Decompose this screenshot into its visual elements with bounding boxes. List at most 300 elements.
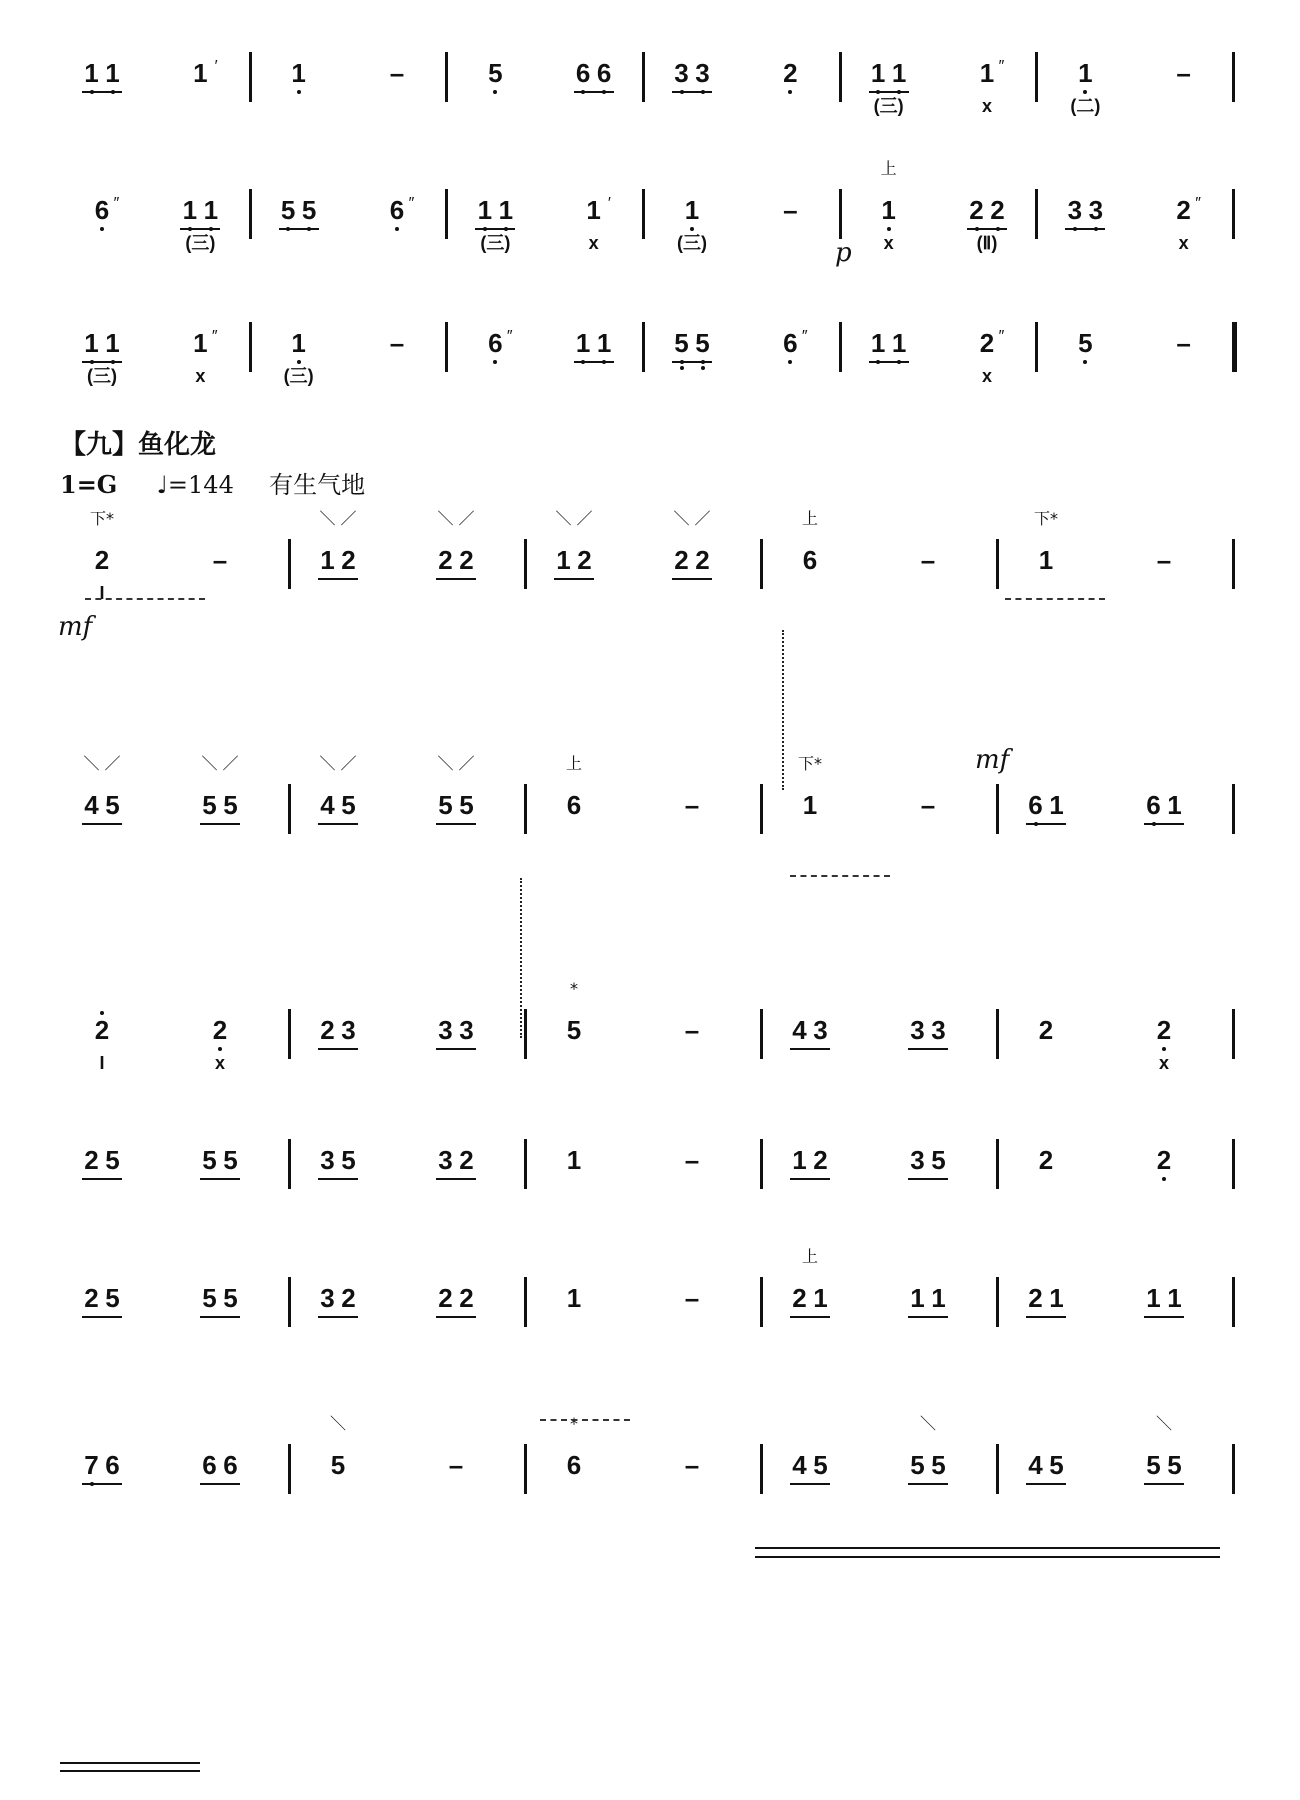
note-text (168, 58, 232, 88)
note-text (660, 1145, 724, 1175)
underline-beam (574, 361, 614, 363)
note-annotation: (三) (873, 96, 904, 116)
note-digit: 5 (341, 1145, 356, 1175)
note-text (424, 1450, 488, 1480)
note-group (1053, 58, 1117, 116)
bar-line (524, 1444, 527, 1494)
note-group (168, 195, 232, 253)
note-group (70, 509, 134, 603)
rest-dash: – (389, 58, 405, 88)
note-group (1132, 790, 1196, 820)
note-text (1132, 1145, 1196, 1175)
note-group (306, 754, 370, 820)
note-digit: 2 (459, 1283, 474, 1313)
note-group (188, 1450, 252, 1480)
rest-dash: – (920, 790, 936, 820)
underline-beam (908, 1178, 948, 1180)
note-digit: 3 (320, 1283, 335, 1313)
note-group (896, 1015, 960, 1045)
bar-line (1232, 1277, 1235, 1327)
note-group (1132, 1283, 1196, 1313)
bar-line (524, 1139, 527, 1189)
underline-beam (967, 228, 1007, 230)
note-text (542, 1015, 606, 1045)
note-digit: 2 (987, 195, 1008, 225)
note-text (660, 328, 724, 358)
note-digit: 1 (288, 328, 309, 358)
note-text (778, 1015, 842, 1045)
note-group (188, 1145, 252, 1175)
above-mark: 上 (801, 1247, 818, 1266)
note-digit: 6 (105, 1450, 120, 1480)
note-group (1014, 509, 1078, 575)
note-group (1152, 328, 1216, 358)
bar-line (760, 1444, 763, 1494)
note-group (1132, 1015, 1196, 1073)
bar-line (445, 322, 448, 372)
note-annotation: (三) (480, 233, 511, 253)
note-annotation: I (99, 1053, 105, 1073)
note-text (1152, 195, 1216, 225)
note-text (660, 195, 724, 225)
note-digit: 5 (813, 1450, 828, 1480)
bar-line (524, 539, 527, 589)
underline-beam (1026, 1316, 1066, 1318)
note-digit: 1 (1075, 58, 1096, 88)
bar-line (249, 52, 252, 102)
note-group (1014, 790, 1078, 820)
note-group (896, 1414, 960, 1480)
bar-line (996, 1139, 999, 1189)
note-digit: 2 (1154, 1145, 1175, 1175)
rest-dash: – (1176, 58, 1191, 88)
note-digit: 3 (438, 1145, 453, 1175)
note-digit: 2 (966, 195, 987, 225)
note-text (365, 58, 429, 88)
note-text (70, 58, 134, 88)
note-text (70, 195, 134, 225)
note-text (267, 58, 331, 88)
note-text (70, 545, 134, 575)
bar-line (996, 539, 999, 589)
above-mark: ＼ (1155, 1414, 1172, 1433)
note-digit: 5 (341, 790, 356, 820)
extension-line (1005, 598, 1105, 600)
note-digit: 1 ′ (583, 195, 604, 225)
note-annotation: x (588, 233, 599, 253)
note-group (660, 328, 724, 358)
underline-beam (82, 91, 122, 93)
note-text (70, 1450, 134, 1480)
note-group (1132, 545, 1196, 575)
bar-line (524, 1277, 527, 1327)
octave-dot-high (100, 1011, 104, 1015)
note-group (1014, 1015, 1078, 1045)
note-text (1132, 1283, 1196, 1313)
note-group (365, 58, 429, 88)
note-text (168, 195, 232, 225)
note-digit: 2 (792, 1283, 807, 1313)
note-annotation: (三) (283, 366, 314, 386)
octave-dot-low (1162, 1177, 1166, 1181)
note-digit: 1 (682, 195, 703, 225)
arpeggio-line (782, 630, 784, 790)
bar-line (1232, 1444, 1235, 1494)
note-digit: 1 (1049, 1283, 1064, 1313)
above-mark: ＼ ／ (319, 754, 357, 773)
underline-beam (908, 1048, 948, 1050)
underline-beam (200, 823, 240, 825)
note-digit: 2 (84, 1145, 99, 1175)
note-text (463, 328, 527, 358)
octave-dot-low (218, 1047, 222, 1051)
note-digit: 1 (1146, 1283, 1161, 1313)
underline-beam (318, 578, 358, 580)
underline-beam (869, 91, 909, 93)
underline-beam (672, 578, 712, 580)
note-group (1132, 1414, 1196, 1480)
ornament-mark: ″ (112, 195, 119, 212)
note-text (542, 790, 606, 820)
note-group (188, 545, 252, 575)
note-group (424, 509, 488, 575)
note-text (1132, 545, 1196, 575)
underline-beam (790, 1483, 830, 1485)
bar-line (642, 52, 645, 102)
note-text (896, 1450, 960, 1480)
note-digit: 1 ′ (190, 58, 211, 88)
bar-line (760, 1277, 763, 1327)
note-text (1053, 58, 1117, 88)
rest-dash: – (389, 328, 405, 358)
bar-line (288, 1139, 291, 1189)
note-digit: 6 (566, 790, 582, 820)
note-text (70, 790, 134, 820)
note-digit: 5 (931, 1145, 946, 1175)
note-text (306, 1283, 370, 1313)
extension-line (540, 1419, 630, 1421)
note-digit: 5 (671, 328, 692, 358)
note-digit: 2 (459, 1145, 474, 1175)
note-group (660, 790, 724, 820)
note-group (463, 328, 527, 358)
bar-line (288, 539, 291, 589)
note-digit: 3 (692, 58, 713, 88)
note-text (1014, 1450, 1078, 1480)
above-mark: ＼ (919, 1414, 936, 1433)
note-digit: 5 (931, 1450, 946, 1480)
rest-dash: – (684, 790, 700, 820)
note-text (1132, 1015, 1196, 1045)
note-group (660, 509, 724, 575)
note-digit: 5 (1167, 1450, 1182, 1480)
note-group (168, 328, 232, 386)
ornament-mark: ″ (801, 328, 807, 345)
note-group (188, 754, 252, 820)
note-digit: 3 (910, 1145, 925, 1175)
note-text (424, 1015, 488, 1045)
note-text (1014, 545, 1078, 575)
note-group (365, 328, 429, 358)
bar-line (1232, 784, 1235, 834)
note-group (424, 1015, 488, 1045)
note-text (955, 195, 1019, 225)
bar-line (760, 1139, 763, 1189)
note-digit: 6 (573, 58, 594, 88)
ornament-mark: ″ (997, 58, 1004, 75)
note-text (660, 545, 724, 575)
octave-dot-low (395, 227, 399, 231)
note-text (542, 1145, 606, 1175)
underline-beam (200, 1316, 240, 1318)
note-group (463, 58, 527, 88)
note-text (542, 545, 606, 575)
note-text (562, 58, 626, 88)
note-digit: 1 (802, 790, 818, 820)
note-digit: 5 (459, 790, 474, 820)
bar-line (1035, 189, 1038, 239)
note-digit: 6 (594, 58, 615, 88)
note-group (70, 195, 134, 225)
note-text (188, 1145, 252, 1175)
note-group (1053, 195, 1117, 225)
note-digit: 1 (200, 195, 221, 225)
note-digit: 3 (910, 1015, 925, 1045)
note-group (70, 754, 134, 820)
note-digit: 5 (910, 1450, 925, 1480)
note-group (1014, 1283, 1078, 1313)
note-digit: 3 (1064, 195, 1085, 225)
note-text (857, 328, 921, 358)
octave-dot-low (1162, 1047, 1166, 1051)
note-digit: 1 (556, 545, 571, 575)
note-annotation: x (214, 1053, 225, 1073)
note-digit: 1 (320, 545, 335, 575)
ornament-mark: ″ (1194, 195, 1201, 212)
octave-dot-low (1083, 90, 1087, 94)
note-digit: 2 ″ (977, 328, 998, 358)
double-line (60, 1762, 200, 1764)
note-digit: 3 (320, 1145, 335, 1175)
underline-beam (318, 1178, 358, 1180)
note-digit: 3 (1085, 195, 1106, 225)
bar-line (839, 52, 842, 102)
note-digit: 6 (566, 1450, 582, 1480)
underline-beam (318, 1316, 358, 1318)
bar-line (839, 322, 842, 372)
note-text (660, 1450, 724, 1480)
note-digit: 1 (474, 195, 495, 225)
note-digit: 2 (94, 545, 110, 575)
note-digit: 1 (868, 328, 889, 358)
note-text (758, 195, 822, 225)
bar-line (1035, 52, 1038, 102)
note-digit: 5 (1075, 328, 1096, 358)
note-text (306, 790, 370, 820)
note-digit: 5 (485, 58, 506, 88)
rest-dash: – (684, 1283, 700, 1313)
note-digit: 1 (179, 195, 200, 225)
note-text (188, 1450, 252, 1480)
underline-beam (1144, 1316, 1184, 1318)
note-text (424, 790, 488, 820)
note-digit: 3 (341, 1015, 356, 1045)
note-annotation: (二) (1070, 96, 1101, 116)
ornament-mark: ′ (607, 195, 611, 212)
note-digit: 6 (1143, 790, 1164, 820)
bar-line (760, 784, 763, 834)
underline-beam (475, 228, 515, 230)
note-digit: 1 (1049, 790, 1064, 820)
note-text (70, 1015, 134, 1045)
octave-dot-low (297, 90, 301, 94)
note-digit: 1 (566, 1145, 582, 1175)
note-group (857, 58, 921, 116)
underline-beam (200, 1178, 240, 1180)
note-digit: 1 (102, 328, 123, 358)
bar-line (524, 784, 527, 834)
above-mark: 下* (797, 754, 822, 773)
note-digit: 1 (594, 328, 615, 358)
note-group (778, 1015, 842, 1045)
note-group (955, 195, 1019, 253)
note-text (660, 1015, 724, 1045)
above-mark: 上 (565, 754, 582, 773)
note-digit: 4 (84, 790, 99, 820)
note-digit: 5 (438, 790, 453, 820)
bar-line (249, 322, 252, 372)
note-text (1014, 1283, 1078, 1313)
note-annotation: x (1178, 233, 1189, 253)
note-digit: 2 (1038, 1145, 1054, 1175)
note-text (857, 195, 921, 225)
note-digit: 2 (341, 1283, 356, 1313)
octave-dot-low (100, 227, 104, 231)
note-digit: 2 (577, 545, 592, 575)
underline-beam (82, 1483, 122, 1485)
note-digit: 6 ″ (780, 328, 801, 358)
note-text (70, 1145, 134, 1175)
note-text (306, 1450, 370, 1480)
note-group (70, 1283, 134, 1313)
note-digit: 1 (566, 1283, 582, 1313)
note-group (660, 1145, 724, 1175)
note-group (1152, 195, 1216, 253)
underline-beam (318, 1048, 358, 1050)
note-digit: 3 (813, 1015, 828, 1045)
above-mark: ＼ ／ (555, 509, 593, 528)
note-group (306, 509, 370, 575)
above-mark: 下* (1033, 509, 1058, 528)
bar-line (288, 1277, 291, 1327)
note-group (562, 58, 626, 88)
note-annotation: I (99, 583, 105, 603)
octave-dot-low (493, 90, 497, 94)
note-digit: 2 (320, 1015, 335, 1045)
note-group (424, 1283, 488, 1313)
note-annotation: x (981, 366, 992, 386)
note-text (562, 328, 626, 358)
note-group (660, 58, 724, 88)
note-group (758, 58, 822, 88)
note-text (463, 58, 527, 88)
note-group (542, 509, 606, 575)
note-digit: 5 (223, 790, 238, 820)
note-group (896, 545, 960, 575)
bar-line (288, 784, 291, 834)
note-annotation: (Ⅱ) (976, 233, 998, 253)
hairpin-line (755, 1556, 1220, 1558)
underline-beam (574, 91, 614, 93)
note-text (424, 1145, 488, 1175)
octave-dot-low (701, 366, 705, 370)
bar-line (642, 322, 645, 372)
note-group (542, 1283, 606, 1313)
note-digit: 1 (868, 58, 889, 88)
note-annotation: (三) (87, 366, 117, 386)
note-digit: 5 (223, 1145, 238, 1175)
octave-dot-low (680, 366, 684, 370)
note-digit: 4 (792, 1015, 807, 1045)
note-digit: 6 (223, 1450, 238, 1480)
note-digit: 1 ″ (190, 328, 211, 358)
underline-beam (1026, 823, 1066, 825)
octave-dot-low (493, 360, 497, 364)
note-digit: 2 (438, 545, 453, 575)
note-group (70, 328, 134, 386)
bar-line (760, 539, 763, 589)
note-group (542, 754, 606, 820)
note-digit: 5 (278, 195, 299, 225)
bar-line (996, 1277, 999, 1327)
underline-beam (1144, 1483, 1184, 1485)
underline-beam (1144, 823, 1184, 825)
note-text (660, 790, 724, 820)
note-group (778, 509, 842, 575)
note-text (365, 195, 429, 225)
note-group (70, 1450, 134, 1480)
rest-dash: – (1176, 328, 1191, 358)
note-digit: 5 (330, 1450, 346, 1480)
bar-line (1232, 1009, 1235, 1059)
note-digit: 1 (889, 58, 910, 88)
note-text (955, 58, 1019, 88)
note-group (660, 1015, 724, 1045)
rest-dash: – (684, 1145, 700, 1175)
note-group (778, 1247, 842, 1313)
note-digit: 2 (341, 545, 356, 575)
note-text (562, 195, 626, 225)
dynamic-mark: mf (975, 745, 1010, 775)
note-text (1152, 328, 1216, 358)
octave-dot-low (788, 90, 792, 94)
note-digit: 5 (105, 790, 120, 820)
note-digit: 1 (1038, 545, 1054, 575)
note-digit: 1 (931, 1283, 946, 1313)
octave-dot-low (690, 227, 694, 231)
note-digit: 3 (671, 58, 692, 88)
note-text (896, 545, 960, 575)
above-mark: ＼ ／ (201, 754, 239, 773)
note-digit: 1 (792, 1145, 807, 1175)
note-digit: 5 (202, 1283, 217, 1313)
underline-beam (790, 1048, 830, 1050)
note-annotation: (三) (185, 233, 216, 253)
note-digit: 5 (202, 790, 217, 820)
bar-line (1232, 52, 1235, 102)
underline-beam (790, 1316, 830, 1318)
arpeggio-line (520, 878, 522, 1038)
